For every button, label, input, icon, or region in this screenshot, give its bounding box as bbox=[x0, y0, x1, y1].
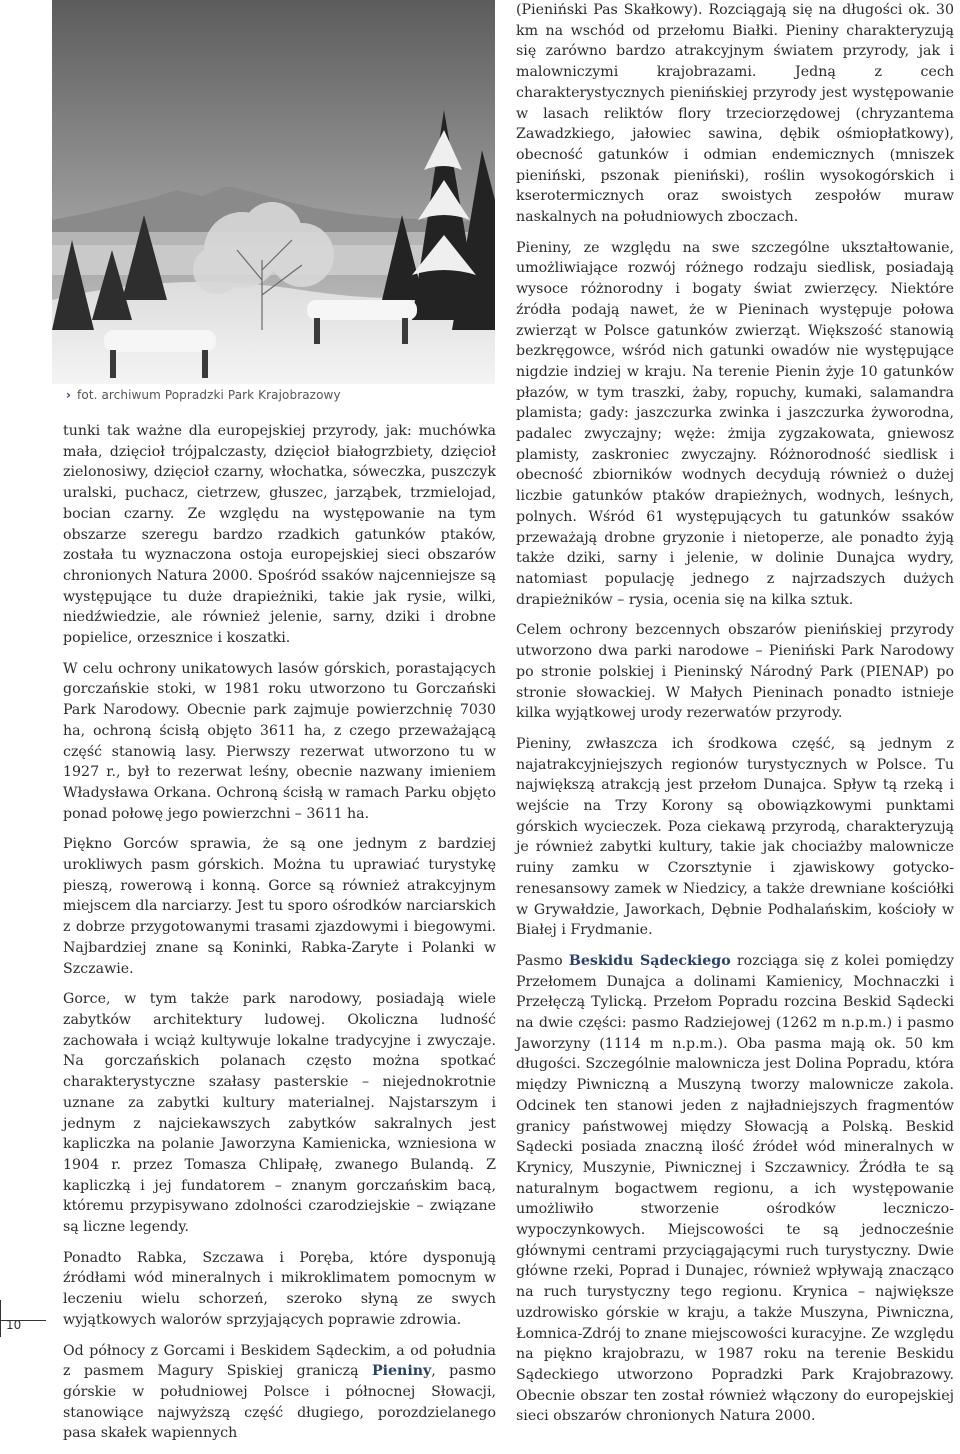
paragraph bbox=[63, 1341, 496, 1445]
left-column bbox=[63, 421, 496, 1454]
keyword-pieniny: Pieniny bbox=[371, 1363, 432, 1380]
caption-arrow-icon: › bbox=[66, 388, 72, 402]
paragraph: Gorce, w tym także park narodowy, posiadają wiele zabytków architektury ludowej. Okoliczna ludność zachowała i wciąż kultywuje lokalne tradycyjne i zwyczaje. Na gorczańskich polanach często można spotkać charakterystyczne szałasy pasterskie – niejednokrotnie uznane za zabytki kultury materialnej. Najstarszym i jednym z najciekawszych zabytków sakralnych jest kapliczka na polanie Jaworzyna Kamienicka, wzniesiona w 1904 r. przez Tomasza Chlipałę, zwanego Bulandą. Z kapliczką i jej fundatorem – znanym gorczańskim bacą, któremu przypisywano zdolności czarodziejskie – związane są liczne legendy. bbox=[63, 991, 496, 1236]
text-span: rozciąga się z kolei pomiędzy Przełomem Dunajca a dolinami Kamienicy, Mochnaczki i Przełęczą Tylicką. Przełom Popradu rozcina Beskid Sądecki na dwie części: pasmo Radziejowej (1262 m n.p.m.) i pasmo Jaworzyny (1114 m n.p.m.). Oba pasma mają ok. 50 km długości. Szczególnie malownicza jest Dolina Popradu, która między Piwniczną a Muszyną tworzy malownicze zakola. Odcinek ten stanowi jeden z najładniejszych fragmentów granicy państwowej między Słowacją a Polską. Beskid Sądecki posiada znaczną ilość źródeł wód mineralnych w Krynicy, Muszynie, Piwnicznej i Szczawnicy. Źródła te są naturalnym bogactwem regionu, a ich występowanie umożliwiło stworzenie ośrodków leczniczo-wypoczynkowych. Miejscowości te są jednocześnie głównymi centrami przyciągającymi ruch turystyczny. Dwie główne rzeki, Poprad i Dunajec, również wpływają znacząco na ruch turystyczny tego regionu. Krynica – największe uzdrowisko górskie w kraju, a także Muszyna, Piwniczna, Łomnica-Zdrój to znane miejscowości kuracyjne. Ze względu na piękno krajobrazu, w 1987 roku na terenie Beskidu Sądeckiego utworzono Popradzki Park Krajobrazowy. Obecnie obszar ten został również włączony do europejskiej sieci obszarów chronionych Natura 2000. bbox=[516, 952, 954, 1425]
paragraph: Piękno Gorców sprawia, że są one jednym z bardziej urokliwych pasm górskich. Można tu uprawiać turystykę pieszą, rowerową i konną. Gorce są również atrakcyjnym miejscem dla narciarzy. Jest tu sporo ośrodków narciarskich z dobrze przygotowanymi trasami zjazdowymi i biegowymi. Najbardziej znane są Koninki, Rabka-Zaryte i Polanki w Szczawie. bbox=[63, 836, 496, 977]
paragraph: Pieniny, ze względu na swe szczególne ukształtowanie, umożliwiające rozwój różnego rodzaju siedlisk, posiadają wysoce różnorodny i bogaty świat zwierzęcy. Niektóre źródła podają nawet, że w Pieninach występuje połowa zwierząt w Polsce gatunków zwierząt. Większość stanowią bezkręgowce, wśród nich gatunki owadów nie występujące nigdzie indziej w kraju. Na terenie Pienin żyje 10 gatunków płazów, w tym traszki, żaby, ropuchy, kumaki, salamandra plamista; gady: jaszczurka zwinka i jaszczurka żyworodna, padalec zwyczajny; węże: żmija zygzakowata, gniewosz plamisty, zaskroniec zwyczajny. Różnorodność siedlisk i obecność zbiorników wodnych decydują również o dużej liczbie gatunków ptaków drapieżnych, wodnych, leśnych, polnych. Wśród 61 występujących tu gatunków ssaków przeważają drobne gryzonie i nietoperze, ale ponadto żyją także dziki, sarny i jelenie, w dolinie Dunajca wydry, natomiast populację jednego z najrzadszych dużych drapieżników – rysia, ocenia się na kilka sztuk. bbox=[516, 239, 954, 608]
text-span: Pasmo bbox=[516, 952, 569, 969]
paragraph bbox=[516, 951, 954, 1427]
winter-landscape-photo bbox=[52, 0, 495, 384]
caption-text: fot. archiwum Popradzki Park Krajobrazowy bbox=[77, 388, 341, 402]
text-span: , pasmo górskie w południowej Polsce i północnej Słowacji, stanowiące najwyższą część długiego, porozdzielanego pasa skałek wapiennych bbox=[63, 1363, 497, 1442]
paragraph: Ponadto Rabka, Szczawa i Poręba, które dysponują źródłami wód mineralnych i mikroklimatem pomocnym w leczeniu wielu schorzeń, szeroko słyną ze swych wyjątkowych walorów sprzyjających poprawie zdrowia. bbox=[63, 1249, 496, 1328]
paragraph: (Pieniński Pas Skałkowy). Rozciągają się na długości ok. 30 km na wschód od przełomu Białki. Pieniny charakteryzują się zarówno bardzo atrakcyjnym światem przyrody, jak i malowniczymi krajobrazami. Jedną z cech charakterystycznych pienińskiej przyrody jest występowanie w lasach reliktów flory trzeciorzędowej (chryzantema Zawadzkiego, jałowiec sawina, dębik ośmiopłatkowy), obecność gatunków i odmian endemicznych (mniszek pieniński, pszonak pieniński), roślin wysokogórskich i kserotermicznych oraz swoistych zespołów muraw naskalnych na południowych zboczach. bbox=[516, 2, 954, 226]
paragraph: W celu ochrony unikatowych lasów górskich, porastających gorczańskie stoki, w 1981 roku utworzono tu Gorczański Park Narodowy. Obecnie park zajmuje powierzchnię 7030 ha, ochroną ścisłą objęto 3611 ha, z czego przeważającą część stanowią lasy. Pierwszy rezerwat utworzono tu w 1927 r., był to rezerwat leśny, obecnie nazwany imieniem Władysława Orkana. Ochroną ścisłą w ramach Parku objęto ponad połowę jego powierzchni – 3611 ha. bbox=[63, 660, 496, 822]
paragraph: Pieniny, zwłaszcza ich środkowa część, są jednym z najatrakcyjniejszych regionów turystycznych w Polsce. Tu największą atrakcją jest przełom Dunajca. Spływ tą rzeką i wejście na Trzy Korony są obowiązkowymi punktami górskich wycieczek. Poza ciekawą przyrodą, charakteryzują je również zabytki kultury, takie jak chociażby malownicze ruiny zamku w Czorsztynie i zjawiskowy gotycko-renesansowy zamek w Niedzicy, a także drewniane kościółki w Grywałdzie, Jaworkach, Dębnie Podhalańskim, kościoły w Białej i Frydmanie. bbox=[516, 735, 954, 939]
page-number-rule-vertical bbox=[0, 1300, 1, 1337]
paragraph: Celem ochrony bezcennych obszarów pienińskiej przyrody utworzono dwa parki narodowe – Pieniński Park Narodowy po stronie polskiej i Pieninský Národný Park (PIENAP) po stronie słowackiej. W Małych Pieninach ponadto istnieje kilka wyjątkowej urody rezerwatów przyrody. bbox=[516, 622, 954, 722]
page-number: 10 bbox=[6, 1318, 22, 1332]
text-span: Od północy z Gorcami i Beskidem Sądeckim, a od południa z pasmem Magury Spiskiej graniczą bbox=[63, 1342, 496, 1380]
keyword-beskid-sadecki: Beskidu Sądeckiego bbox=[568, 952, 731, 969]
photo-caption bbox=[66, 388, 496, 402]
paragraph: tunki tak ważne dla europejskiej przyrody, jak: muchówka mała, dzięcioł trójpalczasty, dzięcioł białogrzbiety, dzięcioł zielonosiwy, dzięcioł czarny, włochatka, sóweczka, puszczyk uralski, puchacz, cietrzew, głuszec, jarząbek, trzmielojad, bocian czarny. Ze względu na występowanie na tym obszarze szeregu bardzo rzadkich gatunków ptaków, została tu wyznaczona ostoja europejskiej sieci obszarów chronionych Natura 2000. Spośród ssaków najcenniejsze są występujące tu duże drapieżniki, takie jak rysie, wilki, niedźwiedzie, ale również jelenie, sarny, dziki i drobne popielice, orzesznice i koszatki. bbox=[63, 423, 496, 647]
right-column bbox=[516, 0, 954, 1437]
